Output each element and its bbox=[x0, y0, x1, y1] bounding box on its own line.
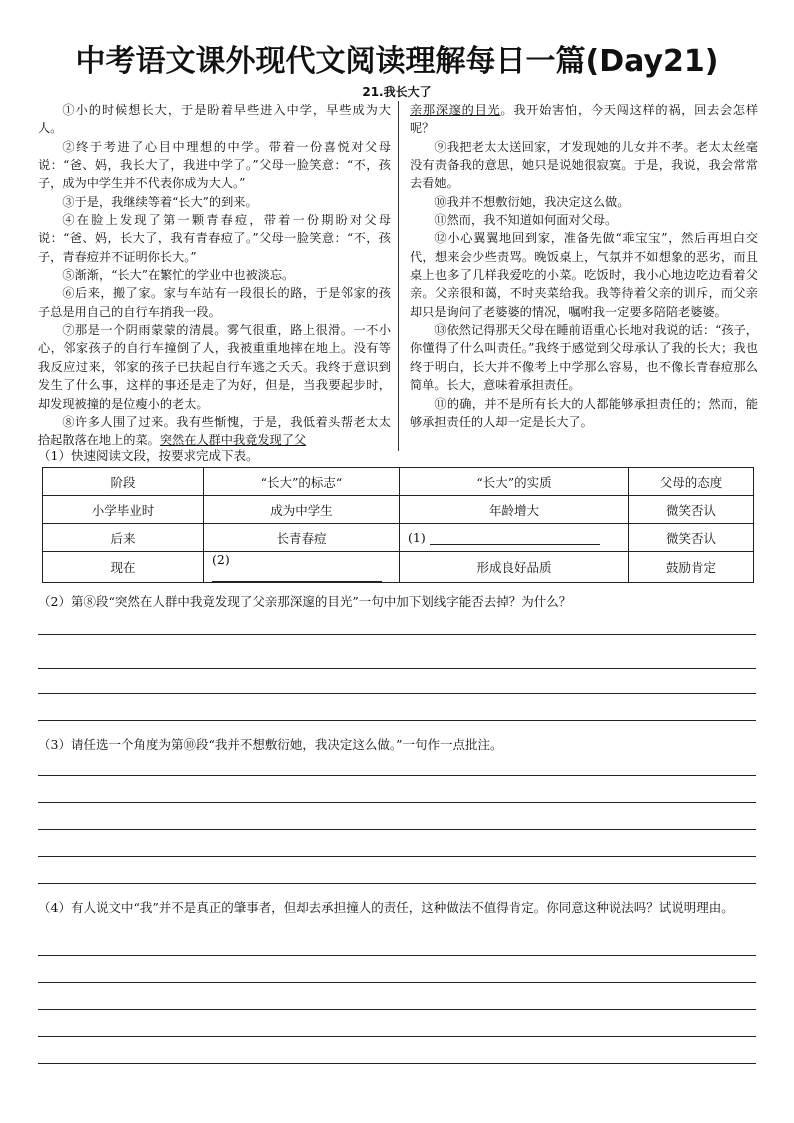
question-4: （4）有人说文中“我”并不是真正的肇事者，但却去承担撞人的责任，这种做法不值得肯定。你同意这种说法吗？试说明理由。 bbox=[38, 900, 734, 915]
table-cell: 小学毕业时 bbox=[43, 496, 204, 524]
table-cell: 鼓励肯定 bbox=[629, 552, 754, 583]
article-title: 21.我长大了 bbox=[362, 85, 432, 99]
paragraph-5: ⑤渐渐，“长大”在繁忙的学业中也被淡忘。 bbox=[62, 268, 295, 283]
table-cell: 年龄增大 bbox=[400, 496, 629, 524]
table-cell: 微笑否认 bbox=[629, 524, 754, 552]
fill-in-blank[interactable] bbox=[212, 569, 382, 582]
article-right-column bbox=[410, 101, 758, 431]
table-header: 阶段 bbox=[43, 468, 204, 496]
paragraph-1: ①小的时候想长大，于是盼着早些进入中学，早些成为大人。 bbox=[38, 103, 391, 136]
answer-line[interactable] bbox=[38, 634, 756, 635]
paragraph-3: ③于是，我继续等着“长大”的到来。 bbox=[62, 194, 258, 209]
answer-line[interactable] bbox=[38, 668, 756, 669]
table-header-row bbox=[43, 468, 754, 496]
paragraph-7: ⑦那是一个阴雨蒙蒙的清晨。雾气很重，路上很滑。一不小心，邻家孩子的自行车撞倒了人，我被重重地摔在地上。没有等我反应过来，邻家的孩子已扶起自行车逃之夭夭。我终于意识到发生了什么事，这样的事还是走了为好，但是，当我要起步时，却发现被撞的是位瘦小的老太。 bbox=[38, 323, 391, 411]
answer-line[interactable] bbox=[38, 955, 756, 956]
fill-in-blank[interactable] bbox=[430, 532, 600, 545]
paragraph-10: ⑩我并不想敷衍她，我决定这么做。 bbox=[434, 194, 630, 209]
table-cell-blank[interactable] bbox=[204, 552, 400, 583]
table-row bbox=[43, 524, 754, 552]
table-row bbox=[43, 496, 754, 524]
table-row bbox=[43, 552, 754, 583]
column-divider bbox=[398, 101, 399, 451]
answer-line[interactable] bbox=[38, 829, 756, 830]
answer-line[interactable] bbox=[38, 693, 756, 694]
paragraph-14: ⑪的确，并不是所有长大的人都能够承担责任的；然而，能够承担责任的人却一定是长大了。 bbox=[410, 396, 758, 429]
answer-line[interactable] bbox=[38, 856, 756, 857]
paragraph-6: ⑥后来，搬了家。家与车站有一段很长的路，于是邻家的孩子总是用自己的自行车捎我一段。 bbox=[38, 286, 391, 319]
paragraph-11: ⑪然而，我不知道如何面对父母。 bbox=[434, 213, 618, 228]
table-cell-blank[interactable] bbox=[400, 524, 629, 552]
article-left-column bbox=[38, 101, 391, 450]
answer-line[interactable] bbox=[38, 1009, 756, 1010]
paragraph-8-tail: 。我开始害怕，今天闯这样的祸，回去会怎样呢？ bbox=[410, 103, 759, 136]
blank-label: (2) bbox=[212, 552, 230, 567]
underlined-sentence-end: 亲那深邃的目光 bbox=[410, 103, 501, 117]
table-cell: 后来 bbox=[43, 524, 204, 552]
page-title: 中考语文课外现代文阅读理解每日一篇(Day21) bbox=[75, 44, 719, 79]
question-3: （3）请任选一个角度为第⑩段“我并不想敷衍她，我决定这么做。”一句作一点批注。 bbox=[38, 737, 503, 752]
table-cell: 成为中学生 bbox=[204, 496, 400, 524]
table-header: “长大”的实质 bbox=[400, 468, 629, 496]
answer-line[interactable] bbox=[38, 883, 756, 884]
question-1: （1）快速阅读文段，按要求完成下表。 bbox=[38, 448, 259, 463]
question-2: （2）第⑧段“突然在人群中我竟发现了父亲那深邃的目光”一句中加下划线字能否去掉？为什么？ bbox=[38, 594, 572, 609]
answer-line[interactable] bbox=[38, 775, 756, 776]
answer-table bbox=[42, 467, 754, 583]
blank-label: (1) bbox=[408, 530, 426, 545]
answer-line[interactable] bbox=[38, 982, 756, 983]
table-cell: 微笑否认 bbox=[629, 496, 754, 524]
underlined-sentence: 突然在人群中我竟发现了父 bbox=[159, 433, 307, 448]
paragraph-9: ⑨我把老太太送回家，才发现她的儿女并不孝。老太太丝毫没有责备我的意思，她只是说她很寂寞。于是，我说，我会常常去看她。 bbox=[410, 139, 758, 191]
answer-line[interactable] bbox=[38, 720, 756, 721]
paragraph-13: ⑬依然记得那天父母在睡前语重心长地对我说的话：“孩子，你懂得了什么叫责任。”我终于感觉到父母承认了我的长大；我也终于明白，长大并不像考上中学那么容易，也不像长青春痘那么简单。长大，意味着承担责任。 bbox=[410, 323, 758, 393]
table-cell: 现在 bbox=[43, 552, 204, 583]
table-cell: 形成良好品质 bbox=[400, 552, 629, 583]
table-header: 父母的态度 bbox=[629, 468, 754, 496]
paragraph-8-end bbox=[410, 101, 758, 138]
paragraph-8-start bbox=[38, 413, 391, 450]
answer-line[interactable] bbox=[38, 802, 756, 803]
answer-line[interactable] bbox=[38, 1036, 756, 1037]
paragraph-8-text: ⑧许多人围了过来。我有些惭愧，于是，我低着头帮老太太拾起散落在地上的菜。 bbox=[38, 414, 391, 448]
paragraph-12: ⑫小心翼翼地回到家，准备先做“乖宝宝”，然后再坦白交代，想来会少些责骂。晚饭桌上，气氛并不如想象的恶劣，而且桌上也多了几样我爱吃的小菜。吃饭时，我小心地边吃边看着父亲。父亲很和蔼，不时夹菜给我。我等待着父亲的训斥，而父亲却只是询问了老婆婆的情况，嘱咐我一定要多陪陪老婆婆。 bbox=[410, 231, 758, 319]
table-header: “长大”的标志“ bbox=[204, 468, 400, 496]
answer-line[interactable] bbox=[38, 1063, 756, 1064]
paragraph-4: ④在脸上发现了第一颗青春痘，带着一份期盼对父母说：“爸、妈，长大了，我有青春痘了。”父母一脸笑意：“不，孩子，青春痘并不证明你长大。” bbox=[38, 213, 391, 264]
paragraph-2: ②终于考进了心目中理想的中学。带着一份喜悦对父母说：“爸、妈，我长大了，我进中学了。”父母一脸笑意：“不，孩子，成为中学生并不代表你成为大人。” bbox=[38, 139, 391, 191]
table-cell: 长青春痘 bbox=[204, 524, 400, 552]
